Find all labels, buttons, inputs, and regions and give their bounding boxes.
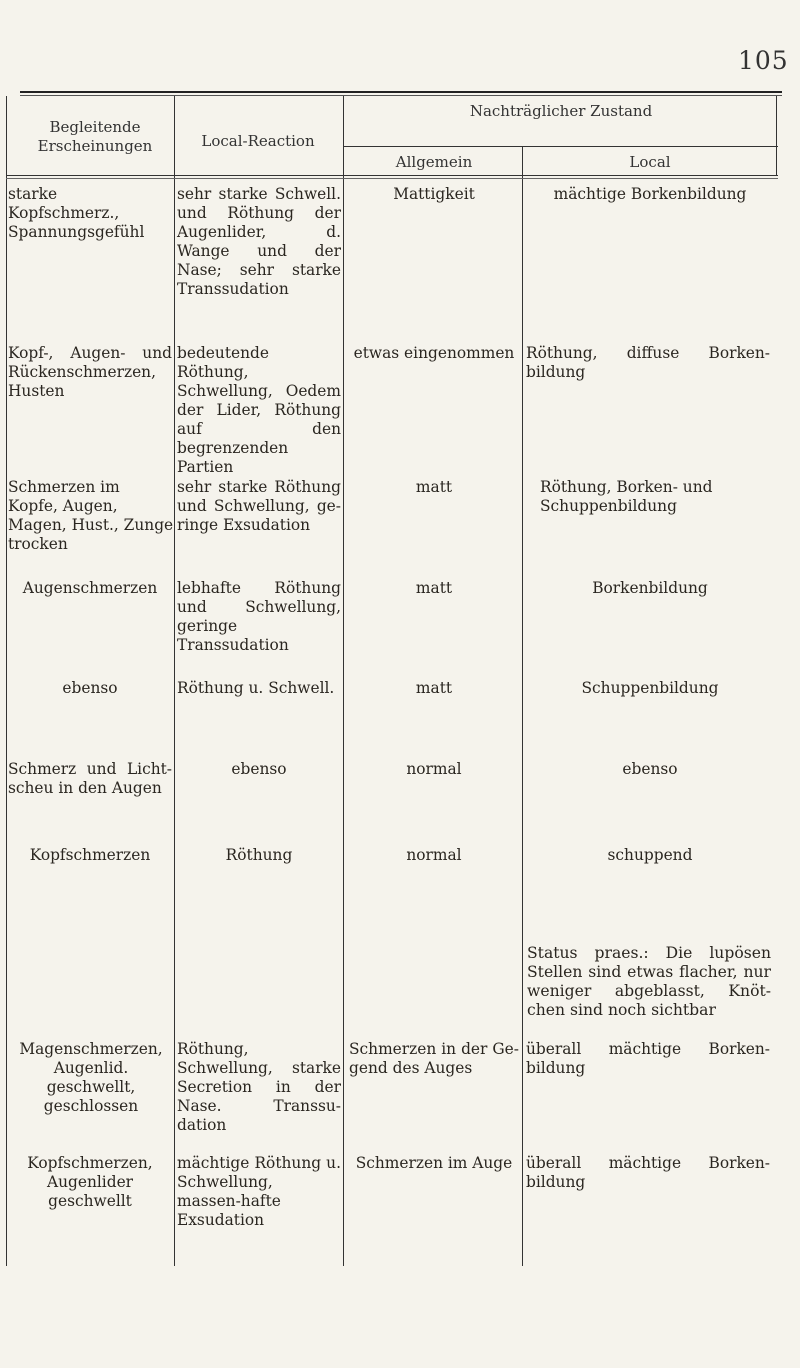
status-praesens-note: Status praes.: Die lupösen Stellen sind etwas flacher, nur weniger abgeblasst, Knöt-chen sind noch sichtbar xyxy=(527,944,771,1019)
row-2-local-reaction: bedeutende Röthung, Schwellung, Oedem der Lider, Röthung auf den begrenzenden Partien xyxy=(177,344,341,476)
col-divider-3 xyxy=(522,146,523,1266)
row-10-local-reaction: mächtige Röthung u. Schwellung, massen-hafte Exsudation xyxy=(177,1154,341,1229)
top-rule-thin xyxy=(20,95,782,96)
row-4-allgemein: matt xyxy=(415,579,453,597)
row-1-local: mächtige Borkenbildung xyxy=(553,185,747,203)
header-bottom-rule-2 xyxy=(6,178,778,179)
row-6-allgemein: normal xyxy=(406,760,462,778)
row-5-local: Schuppenbildung xyxy=(581,679,719,697)
row-2-begleitende: Kopf-, Augen- und Rückenschmerzen, Husten xyxy=(8,344,172,400)
row-9-local-reaction: Röthung, Schwellung, starke Secretion in der Nase. Transsu-dation xyxy=(177,1040,341,1134)
group-subheader-rule xyxy=(343,146,778,147)
row-4-local-reaction: lebhafte Röthung und Schwellung, geringe Transsudation xyxy=(177,579,341,654)
row-6-begleitende: Schmerz und Licht-scheu in den Augen xyxy=(8,760,172,797)
col-divider-1 xyxy=(174,96,175,1266)
row-4-local: Borkenbildung xyxy=(592,579,708,597)
header-bottom-rule xyxy=(6,175,778,176)
header-begleitende-erscheinungen: Begleitende Erscheinungen xyxy=(37,118,153,155)
page-number: 105 xyxy=(738,46,789,75)
row-7-allgemein: normal xyxy=(406,846,462,864)
top-rule xyxy=(20,91,782,93)
row-4-begleitende: Augenschmerzen xyxy=(22,579,158,597)
row-9-allgemein: Schmerzen in der Ge-gend des Auges xyxy=(349,1040,519,1077)
row-5-allgemein: matt xyxy=(415,679,453,697)
header-local: Local xyxy=(629,153,671,171)
header-nachtraeglicher-zustand: Nachträglicher Zustand xyxy=(469,102,653,120)
row-3-local-reaction: sehr starke Röthung und Schwellung, ge-ringe Exsudation xyxy=(177,478,341,534)
row-10-begleitende: Kopfschmerzen, Augenlider geschwellt xyxy=(27,1154,153,1210)
row-1-begleitende: starke Kopfschmerz., Spannungsgefühl xyxy=(8,185,145,241)
header-local-reaction: Local-Reaction xyxy=(201,132,315,150)
row-3-begleitende: Schmerzen im Kopfe, Augen, Magen, Hust., Zunge trocken xyxy=(8,478,174,553)
row-7-local: schuppend xyxy=(607,846,693,864)
row-10-local: überall mächtige Borken-bildung xyxy=(526,1154,770,1191)
row-1-local-reaction: sehr starke Schwell. und Röthung der Augenlider, d. Wange und der Nase; sehr starke Transsudation xyxy=(177,185,341,298)
row-9-local: überall mächtige Borken-bildung xyxy=(526,1040,770,1077)
row-2-local: Röthung, diffuse Borken-bildung xyxy=(526,344,770,381)
col-divider-2 xyxy=(343,96,344,1266)
header-allgemein: Allgemein xyxy=(395,153,473,171)
row-3-local: Röthung, Borken- und Schuppenbildung xyxy=(540,478,713,515)
row-7-begleitende: Kopfschmerzen xyxy=(29,846,151,864)
row-1-allgemein: Mattigkeit xyxy=(393,185,475,203)
row-2-allgemein: etwas eingenommen xyxy=(353,344,515,362)
row-3-allgemein: matt xyxy=(415,478,453,496)
row-5-local-reaction: Röthung u. Schwell. xyxy=(177,679,335,697)
table-left-border xyxy=(6,96,7,1266)
table-right-border xyxy=(776,96,777,176)
row-9-begleitende: Magenschmerzen, Augenlid. geschwellt, geschlossen xyxy=(19,1040,163,1115)
row-6-local: ebenso xyxy=(622,760,678,778)
row-6-local-reaction: ebenso xyxy=(231,760,287,778)
row-5-begleitende: ebenso xyxy=(62,679,118,697)
row-7-local-reaction: Röthung xyxy=(225,846,293,864)
row-10-allgemein: Schmerzen im Auge xyxy=(355,1154,513,1172)
